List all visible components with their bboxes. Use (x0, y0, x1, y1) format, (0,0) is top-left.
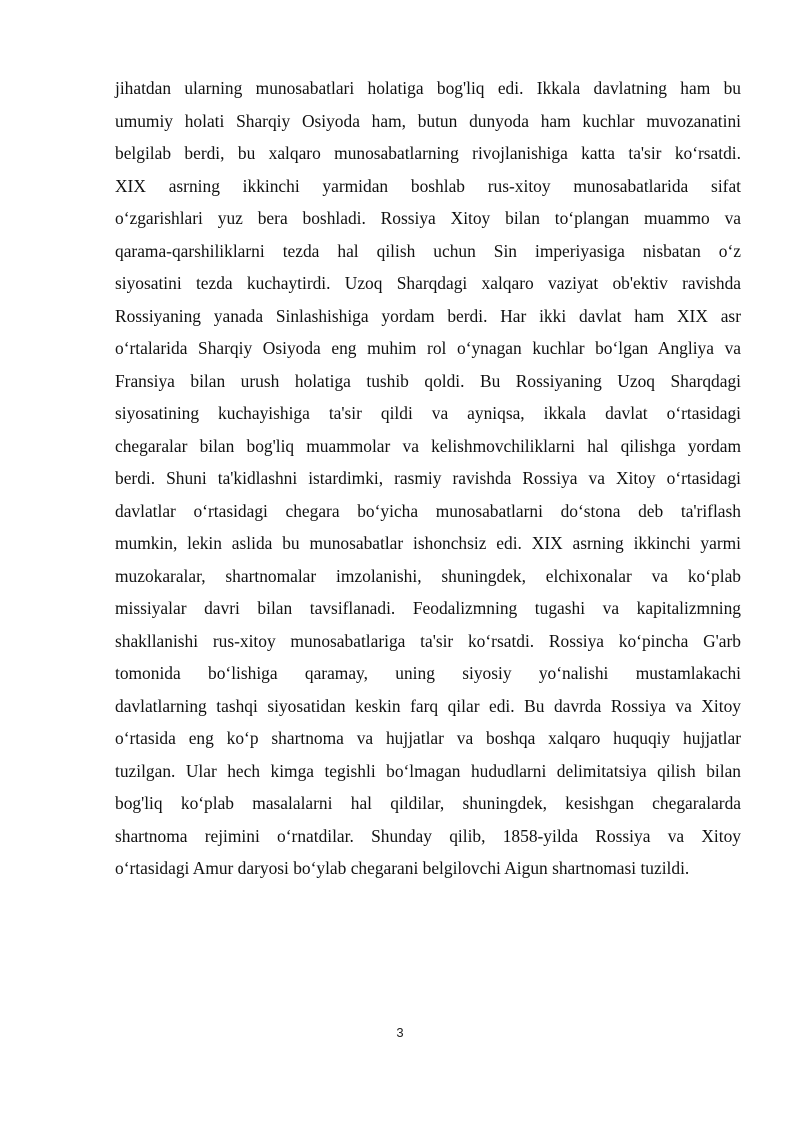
body-paragraph (115, 72, 741, 885)
text-line: XIX asrning ikkinchi yarmidan boshlab rus-xitoy munosabatlarida sifat (115, 175, 741, 196)
text-line: o‘zgarishlari yuz bera boshladi. Rossiya Xitoy bilan to‘plangan muammo va (115, 208, 741, 228)
text-line: mumkin, lekin aslida bu munosabatlar ishonchsiz edi. XIX asrning ikkinchi yarmi (115, 533, 741, 553)
text-line: o‘rtalarida Sharqiy Osiyoda eng muhim rol o‘ynagan kuchlar bo‘lgan Angliya va (115, 338, 741, 358)
text-line: berdi. Shuni ta'kidlashni istardimki, rasmiy ravishda Rossiya va Xitoy o‘rtasidagi (115, 468, 741, 488)
text-line: o‘rtasidagi Amur daryosi bo‘ylab chegarani belgilovchi Aigun shartnomasi tuzildi. (115, 858, 690, 878)
text-line: bog'liq ko‘plab masalalarni hal qildilar, shuningdek, kesishgan chegaralarda (115, 793, 741, 813)
page-number: 3 (396, 1025, 404, 1040)
text-line: missiyalar davri bilan tavsiflanadi. Feodalizmning tugashi va kapitalizmning (115, 598, 741, 618)
text-line: Rossiyaning yanada Sinlashishiga yordam berdi. Har ikki davlat ham XIX asr (115, 305, 741, 326)
text-line: siyosatining kuchayishiga ta'sir qildi va ayniqsa, ikkala davlat o‘rtasidagi (115, 403, 741, 423)
text-line: o‘rtasida eng ko‘p shartnoma va hujjatlar va boshqa xalqaro huquqiy hujjatlar (115, 728, 741, 748)
text-line: tuzilgan. Ular hech kimga tegishli bo‘lmagan hududlarni delimitatsiya qilish bilan (115, 760, 741, 781)
text-line: shartnoma rejimini o‘rnatdilar. Shunday qilib, 1858-yilda Rossiya va Xitoy (115, 825, 741, 846)
text-line: davlatlar o‘rtasidagi chegara bo‘yicha munosabatlarni do‘stona deb ta'riflash (115, 500, 741, 521)
text-line: tomonida bo‘lishiga qaramay, uning siyosiy yo‘nalishi mustamlakachi (115, 663, 741, 683)
text-line: shakllanishi rus-xitoy munosabatlariga ta'sir ko‘rsatdi. Rossiya ko‘pincha G'arb (115, 630, 741, 651)
text-line: muzokaralar, shartnomalar imzolanishi, shuningdek, elchixonalar va ko‘plab (115, 565, 741, 586)
text-line: umumiy holati Sharqiy Osiyoda ham, butun dunyoda ham kuchlar muvozanatini (115, 110, 741, 131)
text-line: davlatlarning tashqi siyosatidan keskin farq qilar edi. Bu davrda Rossiya va Xitoy (115, 695, 741, 716)
text-line: jihatdan ularning munosabatlari holatiga bog'liq edi. Ikkala davlatning ham bu (115, 78, 741, 98)
text-line: belgilab berdi, bu xalqaro munosabatlarning rivojlanishiga katta ta'sir ko‘rsatdi. (115, 143, 741, 163)
text-line: qarama-qarshiliklarni tezda hal qilish uchun Sin imperiyasiga nisbatan o‘z (115, 240, 741, 261)
text-line: siyosatini tezda kuchaytirdi. Uzoq Sharqdagi xalqaro vaziyat ob'ektiv ravishda (115, 273, 741, 293)
text-line: chegaralar bilan bog'liq muammolar va kelishmovchiliklarni hal qilishga yordam (115, 435, 741, 456)
text-line: Fransiya bilan urush holatiga tushib qoldi. Bu Rossiyaning Uzoq Sharqdagi (115, 370, 741, 391)
